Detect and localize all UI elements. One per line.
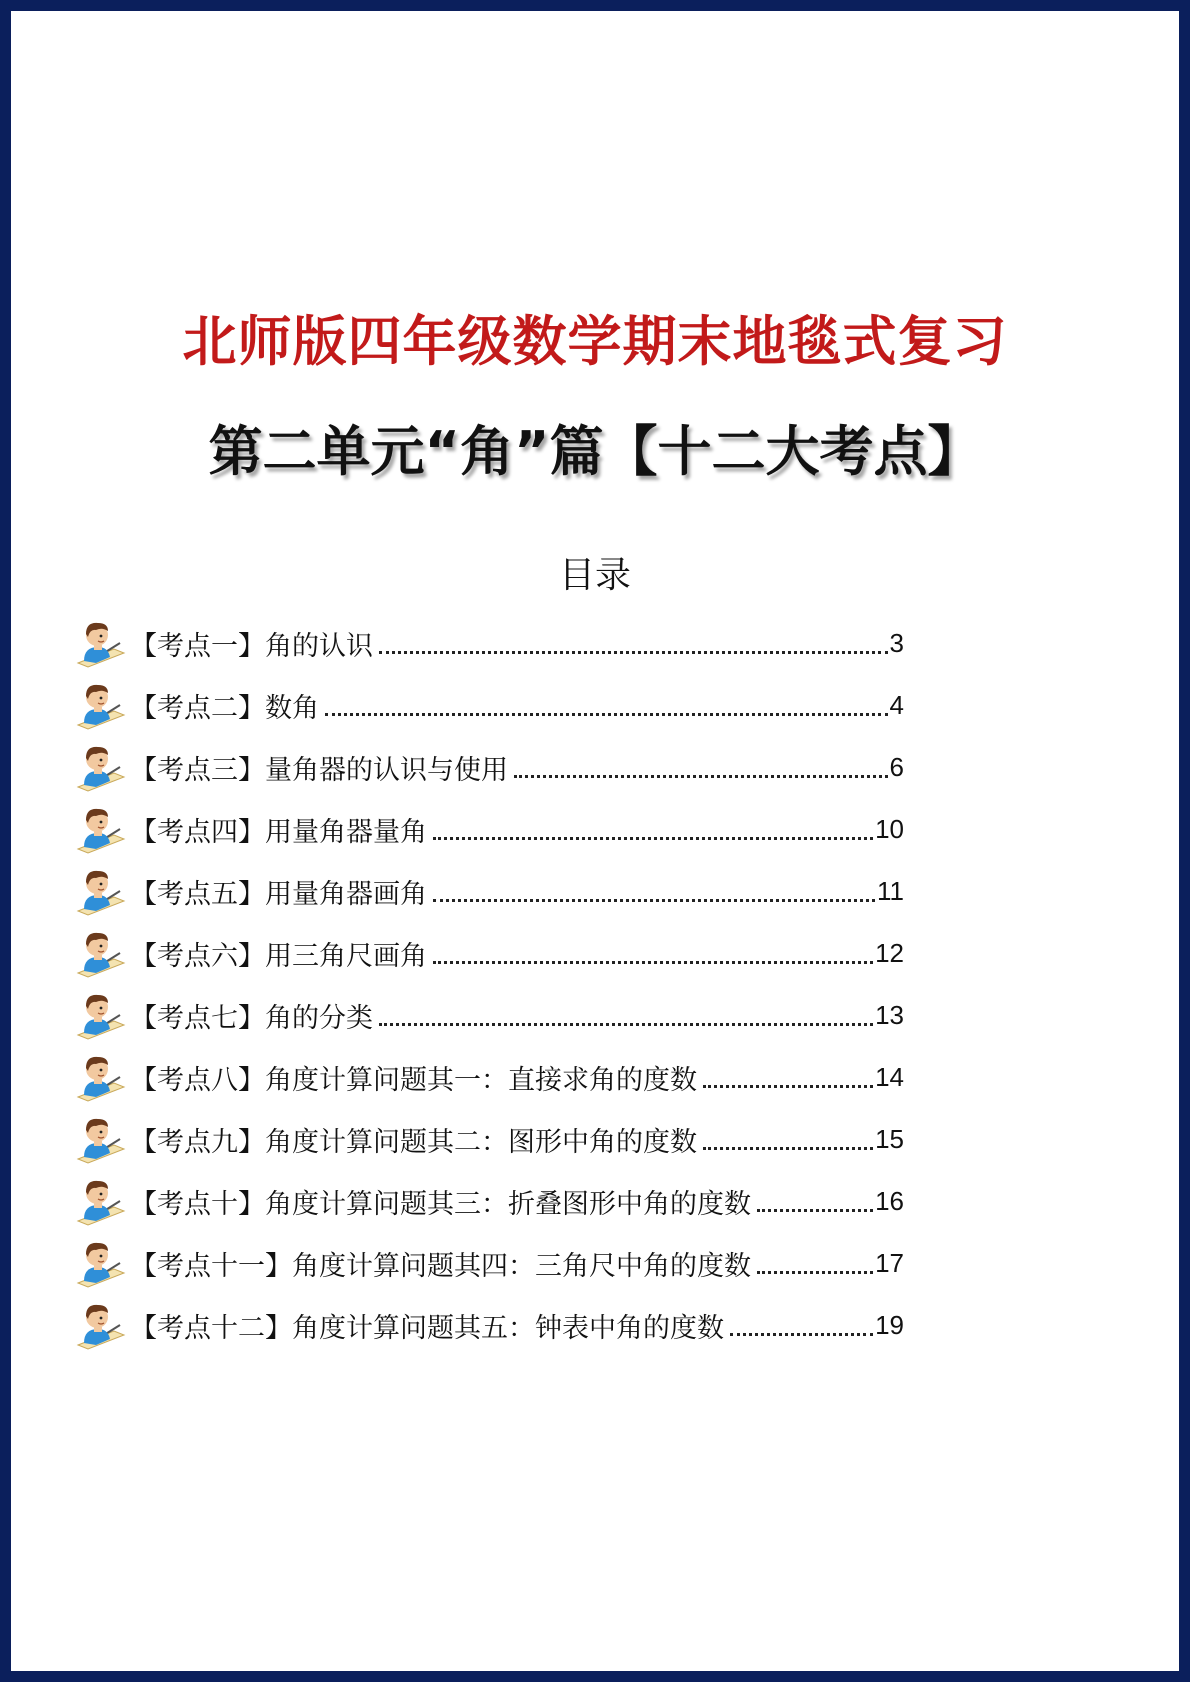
toc-item-page-number: 13 [875, 999, 904, 1030]
student-at-desk-icon [74, 803, 126, 855]
toc-item-label: 【考点七】角的分类 [130, 1002, 373, 1034]
toc-leader-dots [514, 775, 888, 778]
student-at-desk-icon [74, 865, 126, 917]
toc-item-label: 【考点六】用三角尺画角 [130, 940, 427, 972]
document-subtitle: 第二单元“角”篇【十二大考点】 [208, 420, 982, 483]
toc-item[interactable] [74, 736, 904, 798]
student-at-desk-icon [74, 989, 126, 1041]
toc-leader-dots [433, 961, 873, 964]
toc-item[interactable] [74, 1108, 904, 1170]
toc-leader-dots [379, 1023, 873, 1026]
toc-item[interactable] [74, 798, 904, 860]
toc-item-page-number: 15 [875, 1123, 904, 1154]
toc-leader-dots [703, 1147, 873, 1150]
toc-item-label: 【考点十一】角度计算问题其四：三角尺中角的度数 [130, 1250, 751, 1282]
toc-item-page-number: 16 [875, 1185, 904, 1216]
student-at-desk-icon [74, 679, 126, 731]
toc-item-page-number: 3 [889, 627, 904, 658]
toc-item-label: 【考点八】角度计算问题其一：直接求角的度数 [130, 1064, 697, 1096]
toc-item[interactable] [74, 860, 904, 922]
toc-item-label: 【考点一】角的认识 [130, 630, 373, 662]
student-at-desk-icon [74, 927, 126, 979]
toc-item[interactable] [74, 612, 904, 674]
toc-item[interactable] [74, 1232, 904, 1294]
toc-item[interactable] [74, 922, 904, 984]
toc-leader-dots [433, 837, 873, 840]
toc-item[interactable] [74, 674, 904, 736]
toc-item-label: 【考点三】量角器的认识与使用 [130, 754, 508, 786]
toc-leader-dots [757, 1209, 873, 1212]
student-at-desk-icon [74, 741, 126, 793]
toc-item-page-number: 19 [875, 1309, 904, 1340]
toc-leader-dots [433, 899, 875, 902]
toc-leader-dots [757, 1271, 873, 1274]
toc-leader-dots [730, 1333, 873, 1336]
student-at-desk-icon [74, 617, 126, 669]
toc-item-page-number: 12 [875, 937, 904, 968]
toc-item-page-number: 17 [875, 1247, 904, 1278]
toc-item-page-number: 4 [889, 689, 904, 720]
student-at-desk-icon [74, 1051, 126, 1103]
toc-item[interactable] [74, 1046, 904, 1108]
student-at-desk-icon [74, 1113, 126, 1165]
toc-leader-dots [379, 651, 888, 654]
toc-item-label: 【考点四】用量角器量角 [130, 816, 427, 848]
toc-item[interactable] [74, 1294, 904, 1356]
student-at-desk-icon [74, 1175, 126, 1227]
table-of-contents [74, 612, 904, 1356]
toc-leader-dots [325, 713, 888, 716]
toc-item-label: 【考点五】用量角器画角 [130, 878, 427, 910]
toc-item-label: 【考点二】数角 [130, 692, 319, 724]
toc-item[interactable] [74, 984, 904, 1046]
toc-item-page-number: 10 [875, 813, 904, 844]
toc-item-page-number: 11 [877, 875, 904, 906]
toc-leader-dots [703, 1085, 873, 1088]
student-at-desk-icon [74, 1299, 126, 1351]
student-at-desk-icon [74, 1237, 126, 1289]
toc-item-label: 【考点十】角度计算问题其三：折叠图形中角的度数 [130, 1188, 751, 1220]
toc-item[interactable] [74, 1170, 904, 1232]
toc-item-label: 【考点九】角度计算问题其二：图形中角的度数 [130, 1126, 697, 1158]
toc-item-label: 【考点十二】角度计算问题其五：钟表中角的度数 [130, 1312, 724, 1344]
document-title: 北师版四年级数学期末地毯式复习 [182, 310, 1008, 373]
toc-item-page-number: 6 [889, 751, 904, 782]
toc-item-page-number: 14 [875, 1061, 904, 1092]
toc-heading: 目录 [558, 555, 631, 596]
